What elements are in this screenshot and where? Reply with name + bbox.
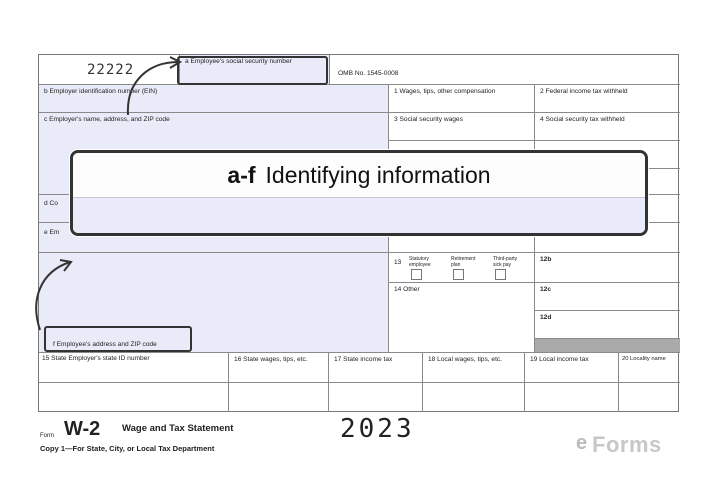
banner-prefix: a-f	[227, 162, 256, 188]
box-1-label: 1 Wages, tips, other compensation	[394, 88, 496, 95]
box-f-highlight	[44, 326, 192, 352]
footer-form-name: W-2	[64, 418, 101, 440]
box-2-label: 2 Federal income tax withheld	[540, 88, 628, 95]
box-12-gray	[535, 339, 680, 353]
box-16-label: 16 State wages, tips, etc.	[234, 356, 308, 363]
box-3-ss-wages[interactable]	[389, 113, 535, 141]
box-13-thirdparty-label: Third-party sick pay	[493, 256, 518, 268]
control-number-cell	[39, 55, 180, 85]
box-20-locality[interactable]	[619, 353, 680, 383]
control-number: 22222	[87, 62, 135, 78]
banner-lower-area	[73, 198, 645, 236]
identifying-info-banner	[70, 150, 648, 236]
banner-title-area	[73, 153, 645, 198]
box-18-label: 18 Local wages, tips, etc.	[428, 356, 503, 363]
thirdparty-checkbox[interactable]	[495, 269, 506, 280]
box-12c-label: 12c	[540, 286, 552, 293]
eforms-logo	[576, 426, 680, 460]
box-19-label: 19 Local income tax	[530, 356, 589, 363]
box-b-label: b Employer identification number (EIN)	[44, 88, 158, 95]
box-b-ein[interactable]	[39, 85, 389, 113]
omb-cell	[330, 55, 680, 85]
banner-text: Identifying information	[265, 162, 491, 188]
box-12c[interactable]	[535, 283, 680, 311]
statutory-checkbox[interactable]	[411, 269, 422, 280]
logo-text: Forms	[592, 432, 662, 457]
box-12b-label: 12b	[540, 256, 552, 263]
box-16-row2[interactable]	[229, 383, 329, 412]
box-13-checkboxes	[389, 253, 535, 283]
box-17-row2[interactable]	[329, 383, 423, 412]
box-15-state[interactable]	[39, 353, 229, 383]
box-2-federal-tax[interactable]	[535, 85, 680, 113]
box-12d-label: 12d	[540, 314, 552, 321]
box-18-local-wages[interactable]	[423, 353, 525, 383]
footer-form-title: Wage and Tax Statement	[122, 423, 234, 434]
box-12d[interactable]	[535, 311, 680, 339]
box-1-wages[interactable]	[389, 85, 535, 113]
footer-form-word: Form	[40, 433, 54, 439]
box-4-ss-tax[interactable]	[535, 113, 680, 141]
box-13-label: 13	[394, 259, 402, 266]
box-c-label: c Employer's name, address, and ZIP code	[44, 116, 170, 123]
box-a-label: a Employee's social security number	[185, 58, 292, 65]
box-a-highlight	[177, 56, 328, 85]
box-3-label: 3 Social security wages	[394, 116, 463, 123]
tax-year: 2023	[340, 414, 415, 444]
box-18-row2[interactable]	[423, 383, 525, 412]
banner-title	[227, 162, 490, 188]
box-14-label: 14 Other	[394, 286, 420, 293]
box-20-label: 20 Locality name	[622, 356, 666, 362]
box-16-state-wages[interactable]	[229, 353, 329, 383]
box-e-label: e Em	[44, 229, 60, 236]
box-12b[interactable]	[535, 253, 680, 283]
retirement-checkbox[interactable]	[453, 269, 464, 280]
box-d-label: d Co	[44, 200, 58, 207]
box-14-other[interactable]	[389, 283, 535, 353]
box-19-local-tax[interactable]	[525, 353, 619, 383]
box-4-label: 4 Social security tax withheld	[540, 116, 625, 123]
box-17-label: 17 State income tax	[334, 356, 393, 363]
box-f-label: f Employee's address and ZIP code	[53, 341, 157, 348]
box-15-state-row2[interactable]	[39, 383, 229, 412]
box-17-state-tax[interactable]	[329, 353, 423, 383]
footer-copy-note: Copy 1—For State, City, or Local Tax Department	[40, 444, 215, 453]
logo-e-icon: e	[576, 432, 588, 454]
box-13-statutory-label: Statutory employee	[409, 256, 431, 268]
box-19-row2[interactable]	[525, 383, 619, 412]
omb-number: OMB No. 1545-0008	[338, 70, 399, 77]
box-20-row2[interactable]	[619, 383, 680, 412]
box-13-retirement-label: Retirement plan	[451, 256, 476, 268]
box-15-label: 15 State Employer's state ID number	[42, 355, 150, 362]
